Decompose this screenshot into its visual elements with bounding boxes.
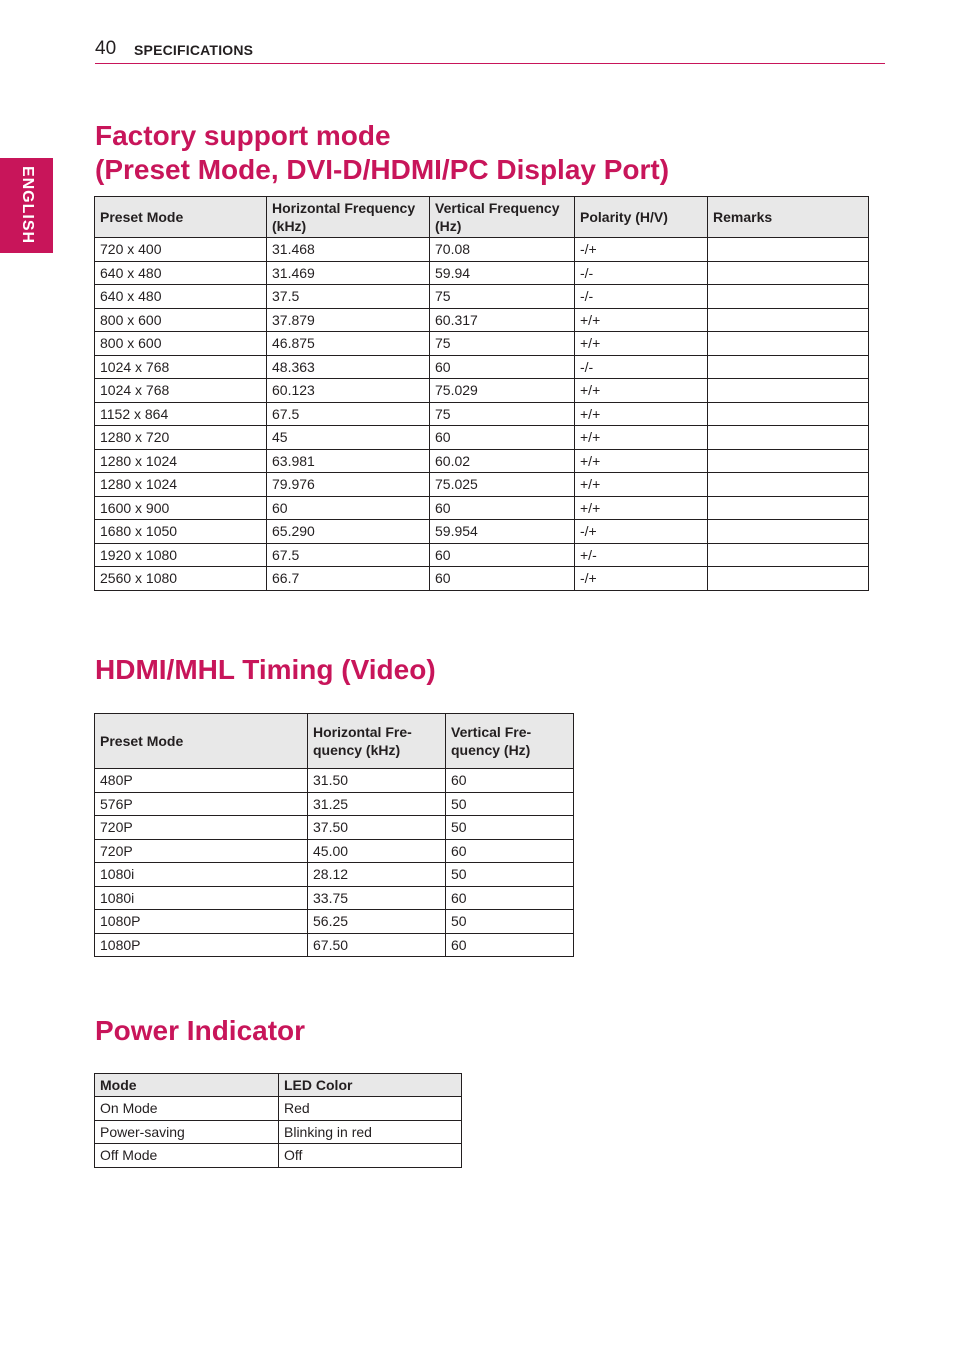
table-cell: 60 <box>446 769 574 793</box>
table-cell: 33.75 <box>308 886 446 910</box>
table-cell: +/+ <box>575 449 708 473</box>
table-cell <box>708 402 869 426</box>
table-cell: 70.08 <box>430 238 575 262</box>
table-cell: 46.875 <box>267 332 430 356</box>
table-row <box>95 910 574 934</box>
table-cell: On Mode <box>95 1097 279 1121</box>
table-row <box>95 886 574 910</box>
table-cell: 67.5 <box>267 402 430 426</box>
table-cell: 1680 x 1050 <box>95 520 267 544</box>
table-row <box>95 473 869 497</box>
table-cell: -/+ <box>575 567 708 591</box>
table-row <box>95 426 869 450</box>
table-cell: 59.94 <box>430 261 575 285</box>
table-cell: 67.50 <box>308 933 446 957</box>
page-number: 40 <box>95 38 117 59</box>
table-cell: Blinking in red <box>279 1120 462 1144</box>
table-row <box>95 520 869 544</box>
table-row <box>95 332 869 356</box>
table-cell: -/- <box>575 355 708 379</box>
table-row <box>95 355 869 379</box>
table-cell: 66.7 <box>267 567 430 591</box>
col-remarks: Remarks <box>708 197 869 238</box>
col-preset-mode: Preset Mode <box>95 197 267 238</box>
table-cell: 640 x 480 <box>95 285 267 309</box>
table-row <box>95 379 869 403</box>
factory-support-title-line2: (Preset Mode, DVI-D/HDMI/PC Display Port) <box>95 154 670 185</box>
table-row <box>95 792 574 816</box>
table-cell: 640 x 480 <box>95 261 267 285</box>
table-cell: +/+ <box>575 379 708 403</box>
table-cell: 50 <box>446 910 574 934</box>
power-indicator-table <box>94 1073 462 1168</box>
table-cell: 31.25 <box>308 792 446 816</box>
col-polarity: Polarity (H/V) <box>575 197 708 238</box>
col-horizontal-frequency: Horizontal Frequency (kHz) <box>267 197 430 238</box>
table-cell: -/+ <box>575 238 708 262</box>
factory-support-title <box>95 119 669 187</box>
power-indicator-title: Power Indicator <box>95 1015 306 1046</box>
table-cell: -/- <box>575 261 708 285</box>
table-cell: 1280 x 1024 <box>95 473 267 497</box>
table-cell <box>708 520 869 544</box>
table-header-row <box>95 714 574 769</box>
table-cell: 31.469 <box>267 261 430 285</box>
language-tab <box>0 158 53 253</box>
table-row <box>95 1120 462 1144</box>
table-cell: 800 x 600 <box>95 332 267 356</box>
table-cell: 1080i <box>95 863 308 887</box>
table-cell: 79.976 <box>267 473 430 497</box>
table-cell: 1080P <box>95 933 308 957</box>
table-cell <box>708 426 869 450</box>
table-cell: Off Mode <box>95 1144 279 1168</box>
table-cell: 1024 x 768 <box>95 379 267 403</box>
table-row <box>95 933 574 957</box>
table-cell <box>708 238 869 262</box>
table-cell: 67.5 <box>267 543 430 567</box>
table-cell <box>708 567 869 591</box>
table-row <box>95 238 869 262</box>
table-cell: 31.50 <box>308 769 446 793</box>
table-row <box>95 769 574 793</box>
table-cell: Red <box>279 1097 462 1121</box>
table-row <box>95 496 869 520</box>
table-cell: 1024 x 768 <box>95 355 267 379</box>
table-cell: 75.029 <box>430 379 575 403</box>
table-cell <box>708 473 869 497</box>
table-cell: +/+ <box>575 332 708 356</box>
table-cell: +/+ <box>575 496 708 520</box>
table-cell: 1280 x 720 <box>95 426 267 450</box>
table-row <box>95 567 869 591</box>
table-cell: 50 <box>446 792 574 816</box>
table-cell: 28.12 <box>308 863 446 887</box>
table-cell: Off <box>279 1144 462 1168</box>
table-cell: 720 x 400 <box>95 238 267 262</box>
col-vertical-frequency: Vertical Fre-quency (Hz) <box>446 714 574 769</box>
table-cell: 50 <box>446 863 574 887</box>
table-cell: 576P <box>95 792 308 816</box>
table-cell: 800 x 600 <box>95 308 267 332</box>
table-cell: 720P <box>95 816 308 840</box>
table-cell: -/- <box>575 285 708 309</box>
col-horizontal-frequency: Horizontal Fre-quency (kHz) <box>308 714 446 769</box>
table-cell: 60 <box>446 933 574 957</box>
table-cell: 1600 x 900 <box>95 496 267 520</box>
table-cell: +/+ <box>575 473 708 497</box>
table-cell: +/+ <box>575 402 708 426</box>
table-cell: 59.954 <box>430 520 575 544</box>
table-cell: 63.981 <box>267 449 430 473</box>
table-cell: 720P <box>95 839 308 863</box>
table-cell: 60 <box>430 496 575 520</box>
table-row <box>95 261 869 285</box>
table-cell: 48.363 <box>267 355 430 379</box>
table-cell: 65.290 <box>267 520 430 544</box>
table-cell: 60 <box>430 543 575 567</box>
table-cell: +/- <box>575 543 708 567</box>
table-cell <box>708 543 869 567</box>
table-cell <box>708 379 869 403</box>
table-row <box>95 449 869 473</box>
table-row <box>95 816 574 840</box>
table-cell <box>708 332 869 356</box>
table-cell: 60 <box>430 355 575 379</box>
table-cell: 60 <box>446 886 574 910</box>
table-cell: 31.468 <box>267 238 430 262</box>
table-cell: +/+ <box>575 308 708 332</box>
table-cell: 1280 x 1024 <box>95 449 267 473</box>
table-cell <box>708 496 869 520</box>
table-cell: 75.025 <box>430 473 575 497</box>
table-cell: 75 <box>430 332 575 356</box>
hdmi-timing-title: HDMI/MHL Timing (Video) <box>95 654 436 685</box>
table-cell <box>708 355 869 379</box>
factory-support-title-line1: Factory support mode <box>95 120 391 151</box>
col-led-color: LED Color <box>279 1074 462 1097</box>
table-cell: 60.02 <box>430 449 575 473</box>
table-header-row <box>95 197 869 238</box>
table-cell: 1920 x 1080 <box>95 543 267 567</box>
col-mode: Mode <box>95 1074 279 1097</box>
table-cell: 37.5 <box>267 285 430 309</box>
table-row <box>95 308 869 332</box>
table-cell <box>708 308 869 332</box>
table-cell: +/+ <box>575 426 708 450</box>
table-cell: 60 <box>430 426 575 450</box>
table-cell <box>708 285 869 309</box>
table-cell: 56.25 <box>308 910 446 934</box>
section-name: SPECIFICATIONS <box>134 42 254 58</box>
table-cell: 1152 x 864 <box>95 402 267 426</box>
table-cell: 1080i <box>95 886 308 910</box>
page-header <box>95 38 885 64</box>
table-cell: 1080P <box>95 910 308 934</box>
table-cell: 45 <box>267 426 430 450</box>
table-cell: 60 <box>446 839 574 863</box>
table-cell: 37.50 <box>308 816 446 840</box>
table-cell: 480P <box>95 769 308 793</box>
table-row <box>95 1144 462 1168</box>
table-cell: 60 <box>267 496 430 520</box>
table-cell: 37.879 <box>267 308 430 332</box>
table-row <box>95 839 574 863</box>
table-cell <box>708 449 869 473</box>
table-cell: 60.123 <box>267 379 430 403</box>
table-row <box>95 863 574 887</box>
language-label: ENGLISH <box>19 165 36 245</box>
col-preset-mode: Preset Mode <box>95 714 308 769</box>
table-row <box>95 1097 462 1121</box>
table-cell: -/+ <box>575 520 708 544</box>
table-cell: 60 <box>430 567 575 591</box>
table-row <box>95 285 869 309</box>
table-header-row <box>95 1074 462 1097</box>
table-cell: 45.00 <box>308 839 446 863</box>
hdmi-timing-table <box>94 713 574 957</box>
table-cell: 60.317 <box>430 308 575 332</box>
table-row <box>95 402 869 426</box>
factory-support-table <box>94 196 869 591</box>
table-cell: 2560 x 1080 <box>95 567 267 591</box>
col-vertical-frequency: Vertical Frequency (Hz) <box>430 197 575 238</box>
table-cell: 50 <box>446 816 574 840</box>
table-cell: Power-saving <box>95 1120 279 1144</box>
table-row <box>95 543 869 567</box>
table-cell: 75 <box>430 402 575 426</box>
table-cell: 75 <box>430 285 575 309</box>
table-cell <box>708 261 869 285</box>
